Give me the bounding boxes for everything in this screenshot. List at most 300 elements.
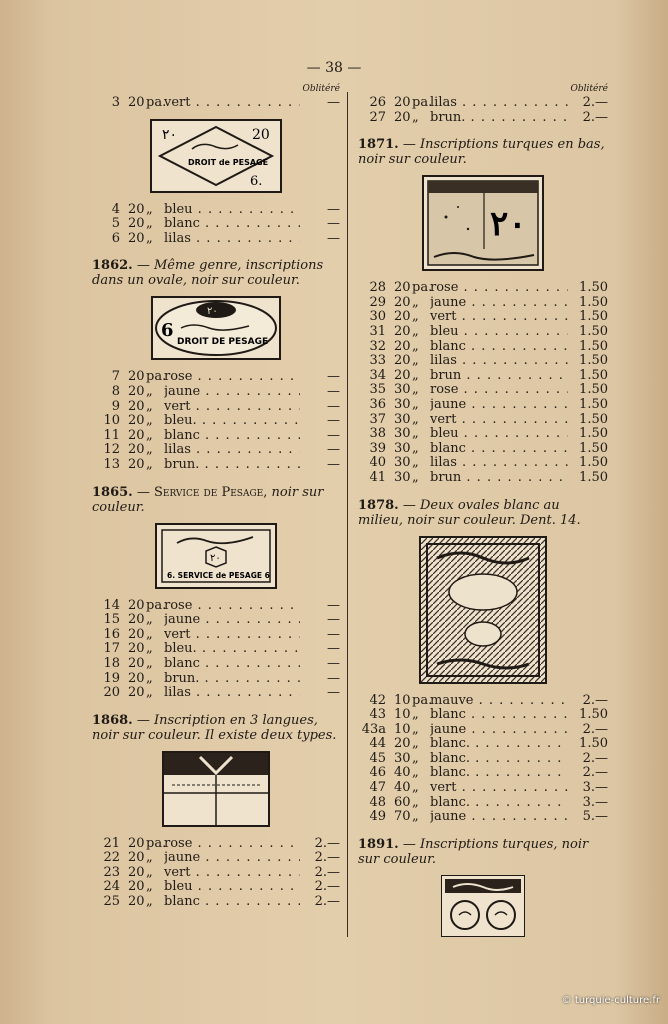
price-oblitere: 5.— (582, 809, 608, 825)
unit: „ (146, 413, 153, 429)
price-oblitere: — (327, 369, 340, 385)
catalog-number: 23 (103, 864, 120, 880)
stamp-color: lilas . . . (164, 232, 300, 247)
price-oblitere: 2.— (314, 879, 340, 895)
catalog-row (92, 613, 340, 628)
stamp-color: rose . . . (164, 837, 300, 852)
price-oblitere: 1.50 (579, 280, 608, 296)
face-value: 60 (394, 794, 411, 810)
price-oblitere: — (327, 216, 340, 232)
desc-1865: noir sur couleur. (92, 484, 324, 515)
catalog-number: 43a (361, 721, 386, 737)
desc-1868: — Inscription en 3 langues, noir sur couleur. Il existe deux types. (92, 712, 337, 743)
oval-inscription: DROIT DE PESAGE (177, 337, 269, 348)
catalog-row (358, 325, 608, 340)
unit: „ (146, 201, 153, 217)
catalog-number: 6 (111, 230, 120, 246)
stamp-color: jaune . . . (164, 385, 300, 400)
catalog-number: 27 (369, 109, 386, 125)
catalog-number: 37 (369, 411, 386, 427)
face-value: 20 (128, 641, 145, 657)
catalog-number: 46 (369, 765, 386, 781)
unit: „ (412, 469, 419, 485)
catalog-number: 3 (111, 95, 120, 110)
stamp-color: jaune . . . (164, 613, 300, 628)
stamp-color: vert . . . (164, 866, 300, 881)
catalog-row (358, 281, 608, 296)
price-oblitere: 2.— (314, 894, 340, 910)
catalog-row (92, 599, 340, 614)
catalog-row (358, 796, 608, 811)
stamp-color: lilas . . . (164, 443, 300, 458)
stamp-color: brun. . . . (430, 111, 568, 126)
price-oblitere: — (327, 670, 340, 686)
stamp-color: brun. . . . (164, 672, 300, 687)
unit: pa. (146, 835, 167, 851)
price-oblitere: — (327, 201, 340, 217)
stamp-color: rose . . . (430, 281, 568, 296)
catalog-number: 34 (369, 367, 386, 383)
catalog-number: 49 (369, 809, 386, 825)
face-value: 40 (394, 765, 411, 781)
catalog-number: 10 (103, 413, 120, 429)
price-oblitere: 1.50 (579, 294, 608, 310)
price-oblitere: 3.— (582, 794, 608, 810)
unit: „ (412, 396, 419, 412)
stamp-color: vert . . . (164, 628, 300, 643)
catalog-row (92, 414, 340, 429)
face-value: 20 (394, 109, 411, 125)
catalog-row (92, 672, 340, 687)
unit: „ (412, 109, 419, 125)
unit: „ (146, 670, 153, 686)
unit: „ (412, 780, 419, 796)
catalog-row (358, 766, 608, 781)
rows-1862 (92, 370, 340, 472)
price-oblitere: 2.— (582, 692, 608, 708)
catalog-number: 36 (369, 396, 386, 412)
face-value: 20 (128, 442, 145, 458)
catalog-number: 4 (111, 201, 120, 217)
catalog-number: 42 (369, 692, 386, 708)
heading-1891 (358, 837, 608, 867)
catalog-row (358, 442, 608, 457)
stamp-ar-value: ٢٠ (162, 126, 178, 143)
price-oblitere: 2.— (582, 750, 608, 766)
catalog-row (358, 810, 608, 825)
stamp-color: lilas . . . (430, 354, 568, 369)
desc-1862: — Même genre, inscriptions dans un ovale, noir sur couleur. (92, 258, 324, 289)
catalog-row (92, 203, 340, 218)
catalog-number: 9 (111, 398, 120, 414)
face-value: 20 (394, 309, 411, 325)
stamp-color: jaune . . . (430, 296, 568, 311)
catalog-number: 38 (369, 426, 386, 442)
unit: „ (412, 707, 419, 723)
stamp-color: blanc. . . . (430, 766, 568, 781)
catalog-number: 14 (103, 597, 120, 613)
oblitere-label: Oblitéré (302, 84, 340, 94)
stamp-color: vert . . . (164, 96, 300, 111)
price-oblitere: 1.50 (579, 455, 608, 471)
catalog-row (92, 642, 340, 657)
stamp-color: lilas . . . (164, 686, 300, 701)
catalog-number: 18 (103, 655, 120, 671)
face-value: 20 (128, 626, 145, 642)
stamp-value: 20 (252, 126, 270, 143)
catalog-row (92, 837, 340, 852)
unit: „ (146, 864, 153, 880)
stamp-color: rose . . . (164, 599, 300, 614)
catalog-row (358, 456, 608, 471)
unit: „ (146, 655, 153, 671)
price-oblitere: 2.— (582, 95, 608, 110)
catalog-number: 45 (369, 750, 386, 766)
stamp-color: lilas . . . (430, 456, 568, 471)
face-value: 20 (128, 670, 145, 686)
face-value: 20 (128, 894, 145, 910)
catalog-number: 43 (369, 707, 386, 723)
face-value: 30 (394, 426, 411, 442)
stamp-droit-de-pesage-1 (150, 119, 282, 193)
oblitere-label-right: Oblitéré (570, 84, 608, 94)
stamp-color: bleu. . . . (164, 414, 300, 429)
stamp-color: blanc. . . . (430, 752, 568, 767)
heading-1871 (358, 137, 608, 167)
heading-1862 (92, 258, 340, 288)
rows-1859 (92, 96, 340, 111)
price-oblitere: 1.50 (579, 338, 608, 354)
desc-1865-sc: — Service de Pesage, (132, 484, 268, 500)
unit: „ (412, 367, 419, 383)
catalog-number: 5 (111, 216, 120, 232)
unit: „ (146, 442, 153, 458)
catalog-row (92, 657, 340, 672)
unit: „ (412, 382, 419, 398)
price-oblitere: 1.50 (579, 382, 608, 398)
catalog-number: 15 (103, 612, 120, 628)
year-1865: 1865. (92, 484, 133, 500)
price-oblitere: — (327, 641, 340, 657)
face-value: 20 (394, 294, 411, 310)
stamp-turkish-1871 (422, 175, 544, 271)
stamp-droit-de-pesage-art (152, 121, 280, 191)
stamp-color: brun . . . (430, 471, 568, 486)
catalog-number: 22 (103, 850, 120, 866)
stamp-service-1865-art (157, 525, 275, 587)
unit: „ (146, 230, 153, 246)
face-value: 20 (394, 95, 411, 110)
unit: „ (412, 809, 419, 825)
catalog-row (358, 694, 608, 709)
price-oblitere: — (327, 597, 340, 613)
face-value: 30 (394, 440, 411, 456)
unit: „ (412, 736, 419, 752)
price-oblitere: — (327, 230, 340, 246)
service-arabic-script-icon (177, 537, 253, 543)
catalog-row (358, 781, 608, 796)
year-1878: 1878. (358, 497, 399, 513)
stamp-color: blanc . . . (164, 895, 300, 910)
unit: „ (146, 612, 153, 628)
heading-1878 (358, 498, 608, 528)
catalog-row (358, 111, 608, 126)
catalog-row (358, 383, 608, 398)
price-oblitere: — (327, 612, 340, 628)
catalog-row (358, 340, 608, 355)
catalog-number: 17 (103, 641, 120, 657)
unit: „ (412, 323, 419, 339)
face-value: 30 (394, 396, 411, 412)
stamp-color: bleu . . . (164, 880, 300, 895)
price-oblitere: 1.50 (579, 396, 608, 412)
face-value: 20 (128, 835, 145, 851)
unit: „ (412, 721, 419, 737)
price-oblitere: 1.50 (579, 411, 608, 427)
stamp-arabic-script-icon (192, 144, 238, 149)
face-value: 70 (394, 809, 411, 825)
catalog-number: 13 (103, 456, 120, 472)
face-value: 20 (128, 612, 145, 628)
face-value: 20 (128, 383, 145, 399)
catalog-number: 47 (369, 780, 386, 796)
catalog-row (92, 866, 340, 881)
page-number: — 38 — (306, 60, 362, 76)
year-1868: 1868. (92, 712, 133, 728)
stamp-color: brun . . . (430, 369, 568, 384)
price-oblitere: 1.50 (579, 426, 608, 442)
unit: „ (412, 750, 419, 766)
unit: „ (146, 641, 153, 657)
unit: „ (146, 626, 153, 642)
catalog-number: 11 (103, 427, 120, 443)
unit: „ (146, 879, 153, 895)
stamp-color: jaune . . . (430, 723, 568, 738)
face-value: 30 (394, 469, 411, 485)
right-column (358, 82, 608, 947)
price-oblitere: — (327, 655, 340, 671)
face-value: 20 (128, 413, 145, 429)
unit: „ (412, 765, 419, 781)
stamp-color: bleu . . . (430, 427, 568, 442)
stamp-color: blanc . . . (164, 217, 300, 232)
price-oblitere: — (327, 456, 340, 472)
unit: pa. (412, 95, 433, 110)
face-value: 10 (394, 721, 411, 737)
stamp-color: vert . . . (430, 781, 568, 796)
catalog-number: 30 (369, 309, 386, 325)
stamp-color: bleu . . . (164, 203, 300, 218)
stamp-trilingual-1868-art (164, 753, 268, 825)
catalog-row (358, 398, 608, 413)
catalog-row (92, 429, 340, 444)
stamp-value-2: 6. (250, 173, 263, 189)
stamp-color: jaune . . . (164, 851, 300, 866)
left-column (92, 82, 340, 910)
unit: „ (412, 794, 419, 810)
stamp-color: rose . . . (430, 383, 568, 398)
unit: „ (412, 455, 419, 471)
face-value: 10 (394, 692, 411, 708)
column-divider (347, 92, 348, 937)
heading-1868 (92, 713, 340, 743)
year-1891: 1891. (358, 836, 399, 852)
unit: „ (412, 426, 419, 442)
year-1871: 1871. (358, 137, 399, 153)
price-oblitere: — (327, 626, 340, 642)
catalog-row (358, 369, 608, 384)
service-inscription: 6. SERVICE de PESAGE 6 (167, 570, 270, 580)
unit: „ (412, 309, 419, 325)
price-oblitere: 1.50 (579, 353, 608, 369)
unit: „ (412, 294, 419, 310)
stamp-color: blanc. . . . (430, 737, 568, 752)
catalog-row (92, 851, 340, 866)
face-value: 20 (394, 280, 411, 296)
price-oblitere: — (327, 413, 340, 429)
stamp-color: jaune . . . (430, 398, 568, 413)
stamp-tughra-1891-art (441, 875, 525, 937)
price-oblitere: — (327, 95, 340, 110)
catalog-row (92, 96, 340, 111)
face-value: 20 (394, 338, 411, 354)
heading-1865 (92, 485, 340, 515)
desc-1878: — Deux ovales blanc au milieu, noir sur couleur. Dent. 14. (358, 497, 581, 528)
face-value: 20 (128, 427, 145, 443)
face-value: 20 (128, 216, 145, 232)
rows-1859-b (92, 203, 340, 247)
stamp-color: lilas . . . (430, 96, 568, 111)
price-oblitere: 2.— (314, 835, 340, 851)
face-value: 30 (394, 750, 411, 766)
price-oblitere: 2.— (582, 109, 608, 125)
catalog-number: 39 (369, 440, 386, 456)
catalog-number: 31 (369, 323, 386, 339)
desc-1891: — Inscriptions turques, noir sur couleur. (358, 836, 589, 867)
face-value: 20 (128, 850, 145, 866)
price-oblitere: — (327, 442, 340, 458)
stamp-color: vert . . . (430, 413, 568, 428)
oval-ar-value: ٢٠ (207, 306, 218, 318)
catalog-number: 44 (369, 736, 386, 752)
stamp-oval-1862 (151, 296, 281, 360)
rows-1871 (358, 281, 608, 485)
stamp-color: jaune . . . (430, 810, 568, 825)
year-1862: 1862. (92, 258, 133, 274)
face-value: 40 (394, 780, 411, 796)
face-value: 20 (128, 201, 145, 217)
face-value: 30 (394, 382, 411, 398)
price-oblitere: 1.50 (579, 707, 608, 723)
catalog-row (92, 232, 340, 247)
catalog-row (358, 354, 608, 369)
face-value: 20 (394, 367, 411, 383)
price-oblitere: 1.50 (579, 309, 608, 325)
face-value: 20 (128, 369, 145, 385)
catalog-row (92, 686, 340, 701)
catalog-row (92, 443, 340, 458)
stamp-color: blanc . . . (164, 657, 300, 672)
catalog-row (358, 708, 608, 723)
stamp-color: blanc. . . . (430, 796, 568, 811)
face-value: 30 (394, 455, 411, 471)
unit: pa. (412, 280, 433, 296)
price-oblitere: 1.50 (579, 367, 608, 383)
catalog-number: 21 (103, 835, 120, 851)
face-value: 20 (394, 353, 411, 369)
price-oblitere: 1.50 (579, 323, 608, 339)
catalog-row (358, 296, 608, 311)
price-oblitere: — (327, 398, 340, 414)
stamp-trilingual-1868 (162, 751, 270, 827)
stamp-color: blanc . . . (430, 442, 568, 457)
price-oblitere: 1.50 (579, 469, 608, 485)
catalog-row (92, 895, 340, 910)
face-value: 20 (394, 323, 411, 339)
unit: „ (146, 427, 153, 443)
catalog-number: 28 (369, 280, 386, 296)
unit: pa. (146, 597, 167, 613)
turkish-ar-value: ٢٠ (490, 204, 527, 245)
catalog-row (358, 427, 608, 442)
unit: „ (412, 440, 419, 456)
catalog-row (358, 96, 608, 111)
stamp-two-ovals-1878-art (421, 538, 545, 682)
catalog-number: 32 (369, 338, 386, 354)
catalog-row (358, 413, 608, 428)
price-oblitere: 1.50 (579, 736, 608, 752)
unit: „ (412, 338, 419, 354)
price-oblitere: — (327, 383, 340, 399)
stamp-color: mauve . . . (430, 694, 568, 709)
stamp-color: blanc . . . (430, 708, 568, 723)
unit: „ (146, 894, 153, 910)
face-value: 20 (128, 398, 145, 414)
catalog-row (92, 385, 340, 400)
catalog-row (358, 310, 608, 325)
stamp-color: rose . . . (164, 370, 300, 385)
unit: pa. (146, 95, 167, 110)
catalog-row (92, 628, 340, 643)
catalog-number: 16 (103, 626, 120, 642)
face-value: 20 (128, 864, 145, 880)
price-oblitere: 2.— (314, 850, 340, 866)
stamp-color: bleu. . . . (164, 642, 300, 657)
stamp-color: bleu . . . (430, 325, 568, 340)
unit: pa. (146, 369, 167, 385)
price-oblitere: — (327, 427, 340, 443)
face-value: 20 (128, 597, 145, 613)
face-value: 20 (394, 736, 411, 752)
price-oblitere: 1.50 (579, 440, 608, 456)
watermark: © turquie-culture.fr (561, 995, 660, 1006)
catalog-row (92, 370, 340, 385)
rows-1868-cont (358, 96, 608, 125)
price-oblitere: 2.— (314, 864, 340, 880)
catalog-number: 8 (111, 383, 120, 399)
catalog-number: 20 (103, 685, 120, 701)
service-ar-value: ٢٠ (210, 552, 221, 564)
catalog-row (358, 471, 608, 486)
stamp-tughra-1891 (441, 875, 525, 937)
unit: „ (146, 850, 153, 866)
stamp-color: brun. . . . (164, 458, 300, 473)
price-oblitere: 2.— (582, 721, 608, 737)
stamp-color: vert . . . (430, 310, 568, 325)
price-oblitere: 3.— (582, 780, 608, 796)
unit: pa. (412, 692, 433, 708)
catalog-number: 35 (369, 382, 386, 398)
